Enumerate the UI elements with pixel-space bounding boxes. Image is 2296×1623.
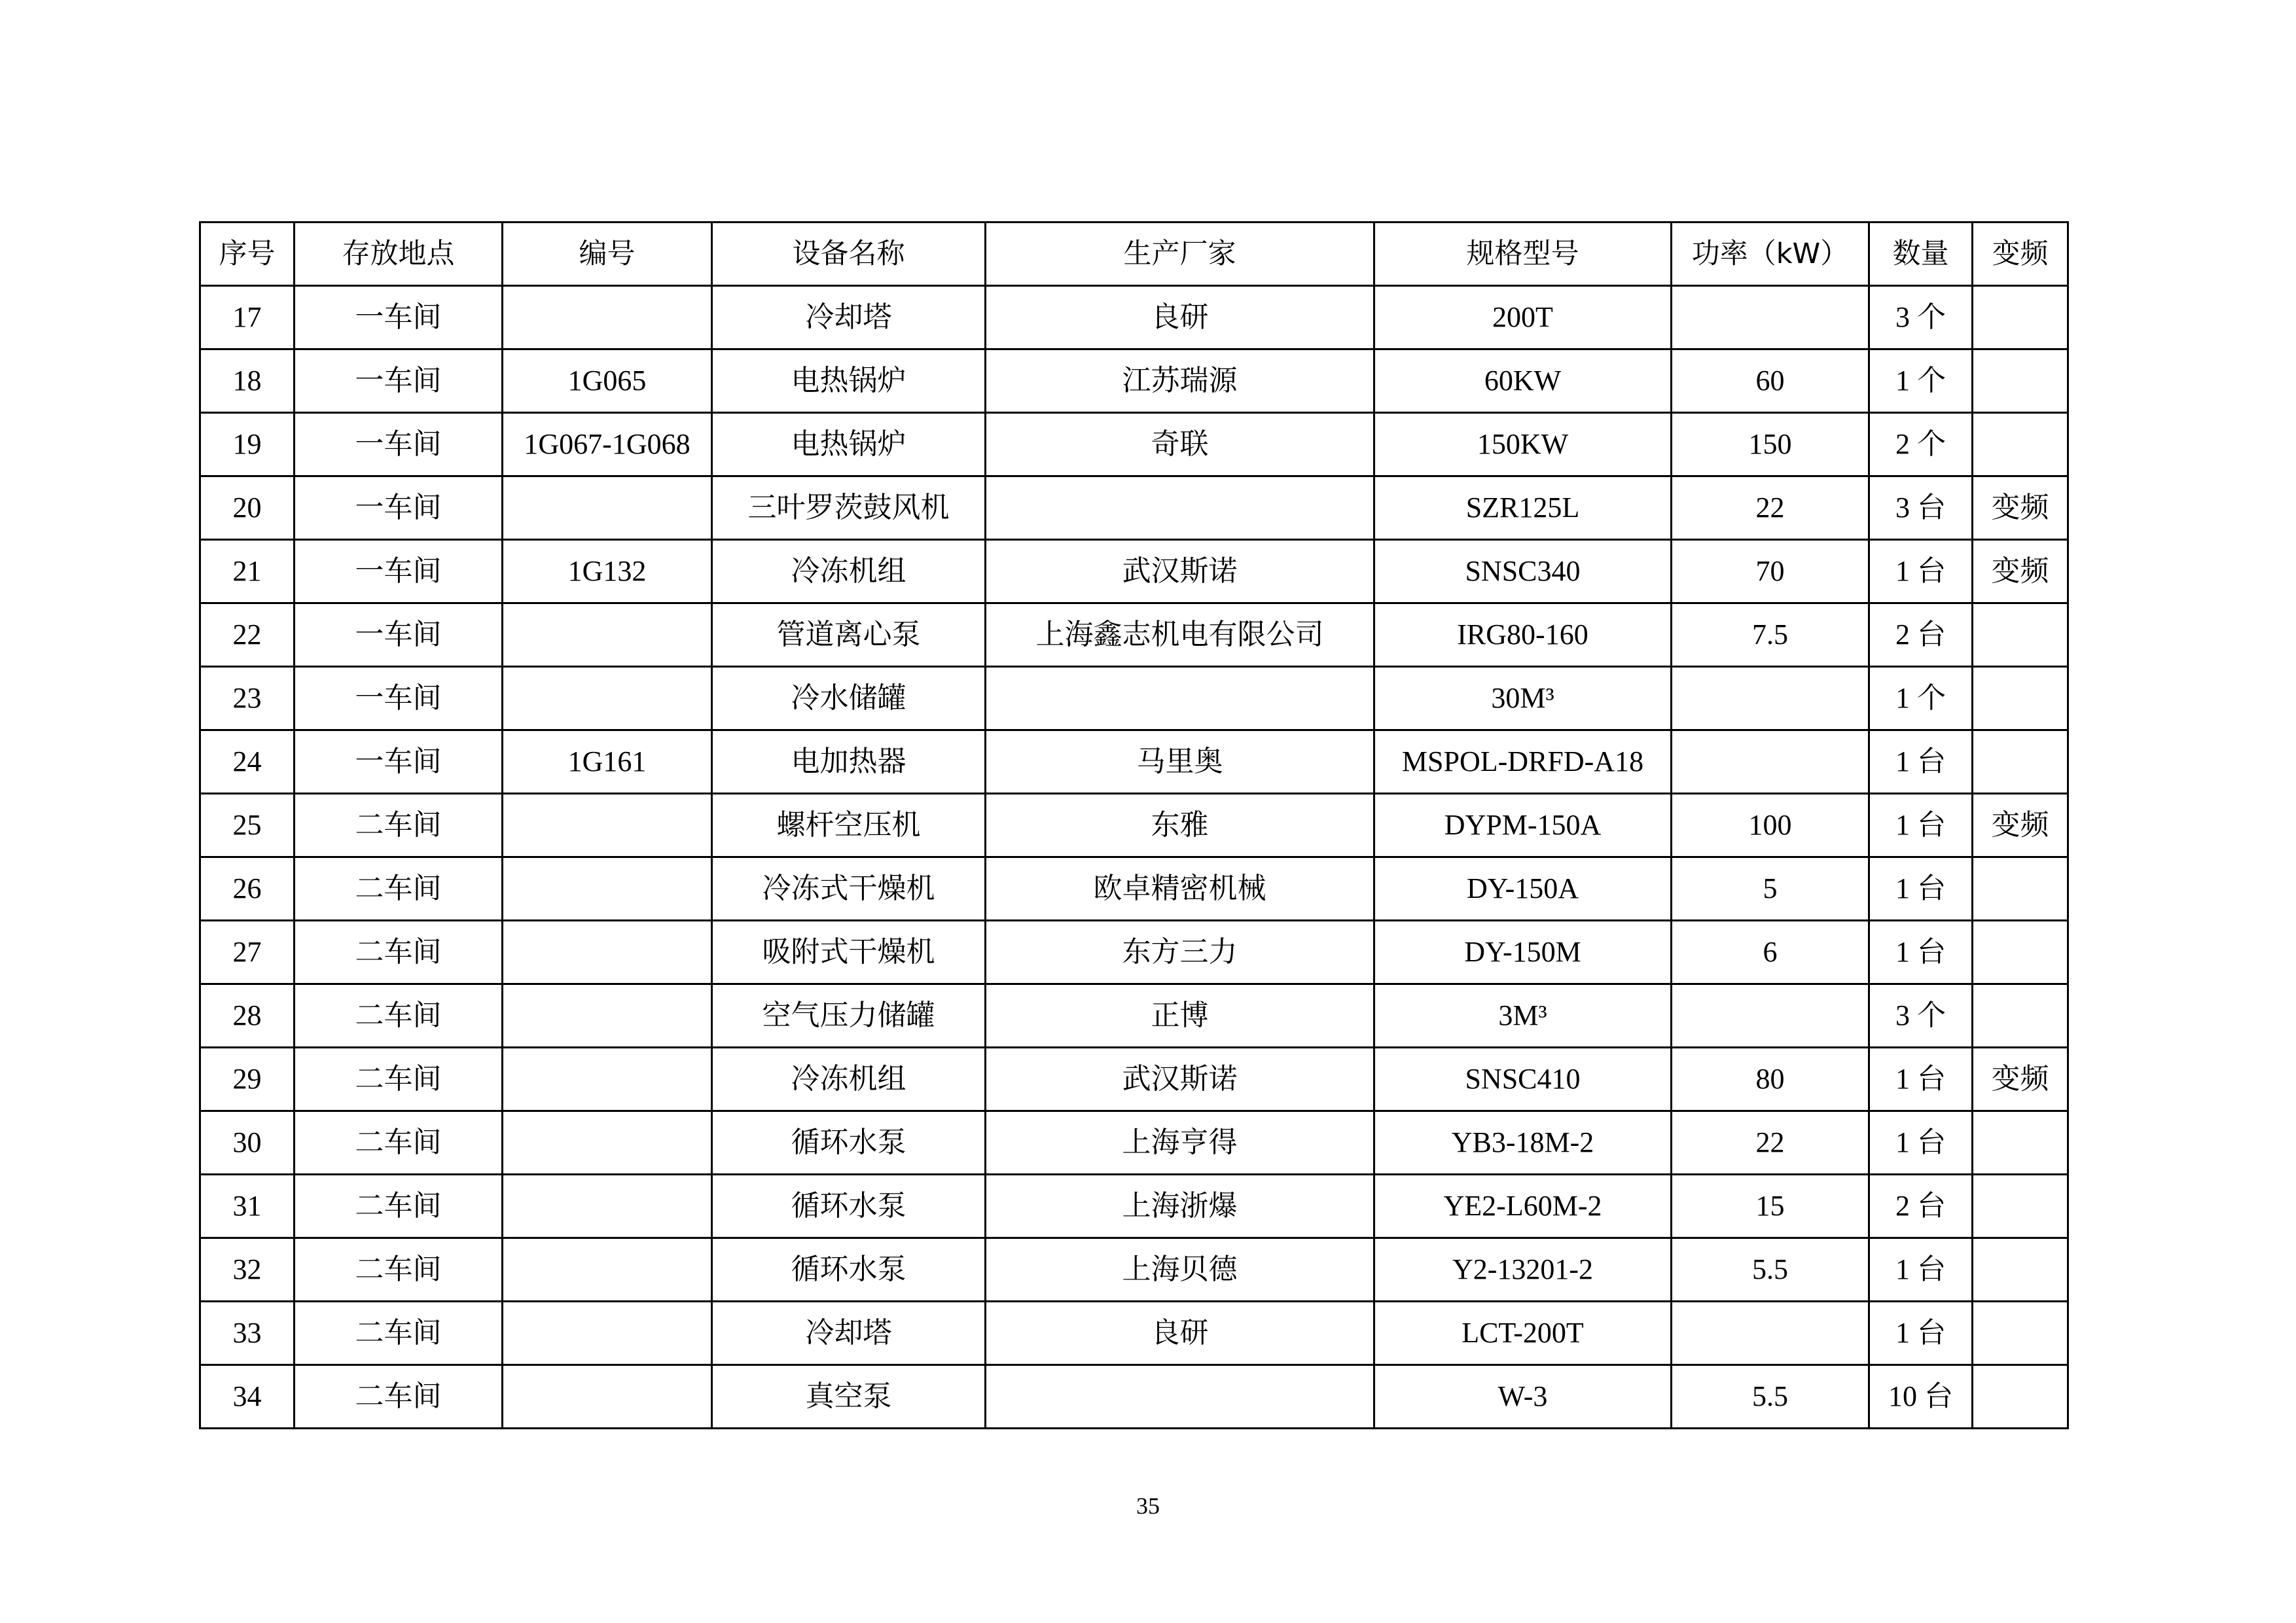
cell-location: 一车间 bbox=[295, 286, 503, 349]
cell-no: 31 bbox=[200, 1175, 295, 1238]
table-row bbox=[200, 286, 2068, 349]
cell-location: 一车间 bbox=[295, 540, 503, 603]
cell-vfd bbox=[1973, 603, 2068, 667]
cell-spec: IRG80-160 bbox=[1374, 603, 1672, 667]
cell-spec: 200T bbox=[1374, 286, 1672, 349]
cell-code: 1G067-1G068 bbox=[503, 413, 712, 476]
cell-vfd: 变频 bbox=[1973, 1048, 2068, 1111]
cell-equipment-name: 冷冻机组 bbox=[712, 1048, 986, 1111]
cell-quantity: 1 台 bbox=[1869, 1238, 1973, 1302]
cell-vfd bbox=[1973, 349, 2068, 413]
cell-quantity: 3 个 bbox=[1869, 984, 1973, 1048]
cell-power: 60 bbox=[1672, 349, 1869, 413]
cell-equipment-name: 管道离心泵 bbox=[712, 603, 986, 667]
cell-quantity: 2 台 bbox=[1869, 1175, 1973, 1238]
cell-manufacturer: 马里奥 bbox=[986, 730, 1374, 794]
cell-power: 5.5 bbox=[1672, 1238, 1869, 1302]
cell-spec: 3M³ bbox=[1374, 984, 1672, 1048]
cell-manufacturer: 上海贝德 bbox=[986, 1238, 1374, 1302]
cell-spec: YE2-L60M-2 bbox=[1374, 1175, 1672, 1238]
cell-quantity: 1 个 bbox=[1869, 349, 1973, 413]
cell-power: 22 bbox=[1672, 1111, 1869, 1175]
cell-no: 17 bbox=[200, 286, 295, 349]
cell-equipment-name: 三叶罗茨鼓风机 bbox=[712, 476, 986, 540]
cell-equipment-name: 吸附式干燥机 bbox=[712, 921, 986, 984]
cell-equipment-name: 螺杆空压机 bbox=[712, 794, 986, 857]
cell-quantity: 1 台 bbox=[1869, 1302, 1973, 1365]
page-number: 35 bbox=[1136, 1493, 1160, 1519]
cell-no: 34 bbox=[200, 1365, 295, 1429]
cell-code bbox=[503, 1302, 712, 1365]
cell-vfd: 变频 bbox=[1973, 794, 2068, 857]
cell-vfd bbox=[1973, 667, 2068, 730]
cell-power: 7.5 bbox=[1672, 603, 1869, 667]
cell-spec: YB3-18M-2 bbox=[1374, 1111, 1672, 1175]
cell-manufacturer: 武汉斯诺 bbox=[986, 1048, 1374, 1111]
cell-manufacturer: 良研 bbox=[986, 1302, 1374, 1365]
cell-manufacturer: 奇联 bbox=[986, 413, 1374, 476]
cell-spec: 30M³ bbox=[1374, 667, 1672, 730]
cell-vfd bbox=[1973, 1302, 2068, 1365]
cell-quantity: 2 个 bbox=[1869, 413, 1973, 476]
cell-code bbox=[503, 921, 712, 984]
cell-manufacturer: 良研 bbox=[986, 286, 1374, 349]
cell-code bbox=[503, 603, 712, 667]
equipment-table bbox=[199, 221, 2069, 1429]
cell-location: 二车间 bbox=[295, 1048, 503, 1111]
table-row bbox=[200, 921, 2068, 984]
table-row bbox=[200, 730, 2068, 794]
cell-manufacturer: 东方三力 bbox=[986, 921, 1374, 984]
cell-vfd: 变频 bbox=[1973, 476, 2068, 540]
header-code: 编号 bbox=[503, 223, 712, 286]
cell-manufacturer: 上海亨得 bbox=[986, 1111, 1374, 1175]
cell-vfd bbox=[1973, 921, 2068, 984]
cell-code bbox=[503, 1111, 712, 1175]
table-row bbox=[200, 794, 2068, 857]
cell-spec: Y2-13201-2 bbox=[1374, 1238, 1672, 1302]
cell-equipment-name: 冷水储罐 bbox=[712, 667, 986, 730]
cell-power bbox=[1672, 984, 1869, 1048]
cell-no: 22 bbox=[200, 603, 295, 667]
cell-location: 二车间 bbox=[295, 921, 503, 984]
cell-manufacturer: 武汉斯诺 bbox=[986, 540, 1374, 603]
cell-spec: SNSC410 bbox=[1374, 1048, 1672, 1111]
cell-spec: LCT-200T bbox=[1374, 1302, 1672, 1365]
cell-power bbox=[1672, 667, 1869, 730]
cell-manufacturer bbox=[986, 476, 1374, 540]
cell-code: 1G065 bbox=[503, 349, 712, 413]
header-spec: 规格型号 bbox=[1374, 223, 1672, 286]
cell-equipment-name: 冷却塔 bbox=[712, 1302, 986, 1365]
cell-location: 二车间 bbox=[295, 1175, 503, 1238]
cell-no: 21 bbox=[200, 540, 295, 603]
cell-code bbox=[503, 794, 712, 857]
table-row bbox=[200, 476, 2068, 540]
cell-power bbox=[1672, 1302, 1869, 1365]
cell-spec: DY-150M bbox=[1374, 921, 1672, 984]
cell-quantity: 1 台 bbox=[1869, 857, 1973, 921]
cell-power: 70 bbox=[1672, 540, 1869, 603]
cell-code: 1G132 bbox=[503, 540, 712, 603]
cell-equipment-name: 电热锅炉 bbox=[712, 413, 986, 476]
cell-equipment-name: 空气压力储罐 bbox=[712, 984, 986, 1048]
cell-location: 二车间 bbox=[295, 794, 503, 857]
cell-manufacturer: 正博 bbox=[986, 984, 1374, 1048]
cell-manufacturer: 东雅 bbox=[986, 794, 1374, 857]
table-row bbox=[200, 857, 2068, 921]
cell-spec: SNSC340 bbox=[1374, 540, 1672, 603]
cell-power: 80 bbox=[1672, 1048, 1869, 1111]
table-row bbox=[200, 984, 2068, 1048]
cell-power bbox=[1672, 286, 1869, 349]
cell-equipment-name: 冷冻机组 bbox=[712, 540, 986, 603]
cell-location: 一车间 bbox=[295, 667, 503, 730]
cell-vfd bbox=[1973, 857, 2068, 921]
cell-power: 150 bbox=[1672, 413, 1869, 476]
cell-vfd bbox=[1973, 1238, 2068, 1302]
cell-location: 一车间 bbox=[295, 413, 503, 476]
cell-equipment-name: 循环水泵 bbox=[712, 1175, 986, 1238]
table-row bbox=[200, 1175, 2068, 1238]
cell-code bbox=[503, 857, 712, 921]
cell-power: 5.5 bbox=[1672, 1365, 1869, 1429]
table-row bbox=[200, 1111, 2068, 1175]
cell-quantity: 1 台 bbox=[1869, 730, 1973, 794]
cell-code bbox=[503, 984, 712, 1048]
cell-no: 27 bbox=[200, 921, 295, 984]
cell-code bbox=[503, 476, 712, 540]
cell-power: 100 bbox=[1672, 794, 1869, 857]
cell-spec: 150KW bbox=[1374, 413, 1672, 476]
table-row bbox=[200, 413, 2068, 476]
cell-location: 二车间 bbox=[295, 1302, 503, 1365]
cell-no: 29 bbox=[200, 1048, 295, 1111]
header-power: 功率（kW） bbox=[1672, 223, 1869, 286]
header-name: 设备名称 bbox=[712, 223, 986, 286]
cell-vfd bbox=[1973, 413, 2068, 476]
cell-spec: DY-150A bbox=[1374, 857, 1672, 921]
cell-quantity: 1 台 bbox=[1869, 1111, 1973, 1175]
table-body bbox=[200, 286, 2068, 1429]
cell-code: 1G161 bbox=[503, 730, 712, 794]
table-row bbox=[200, 1365, 2068, 1429]
cell-location: 二车间 bbox=[295, 1111, 503, 1175]
cell-no: 25 bbox=[200, 794, 295, 857]
table-row bbox=[200, 1302, 2068, 1365]
cell-no: 32 bbox=[200, 1238, 295, 1302]
table-row bbox=[200, 603, 2068, 667]
cell-no: 26 bbox=[200, 857, 295, 921]
cell-equipment-name: 循环水泵 bbox=[712, 1238, 986, 1302]
cell-power bbox=[1672, 730, 1869, 794]
table-row bbox=[200, 349, 2068, 413]
cell-location: 一车间 bbox=[295, 349, 503, 413]
cell-no: 33 bbox=[200, 1302, 295, 1365]
cell-spec: SZR125L bbox=[1374, 476, 1672, 540]
cell-code bbox=[503, 1238, 712, 1302]
cell-location: 二车间 bbox=[295, 1238, 503, 1302]
cell-quantity: 1 台 bbox=[1869, 794, 1973, 857]
cell-location: 一车间 bbox=[295, 730, 503, 794]
table-header-row bbox=[200, 223, 2068, 286]
cell-vfd: 变频 bbox=[1973, 540, 2068, 603]
header-no: 序号 bbox=[200, 223, 295, 286]
table-row bbox=[200, 1048, 2068, 1111]
cell-equipment-name: 冷却塔 bbox=[712, 286, 986, 349]
cell-power: 6 bbox=[1672, 921, 1869, 984]
cell-manufacturer: 江苏瑞源 bbox=[986, 349, 1374, 413]
cell-location: 一车间 bbox=[295, 476, 503, 540]
cell-power: 22 bbox=[1672, 476, 1869, 540]
cell-quantity: 2 台 bbox=[1869, 603, 1973, 667]
cell-equipment-name: 冷冻式干燥机 bbox=[712, 857, 986, 921]
cell-no: 30 bbox=[200, 1111, 295, 1175]
cell-code bbox=[503, 1365, 712, 1429]
cell-quantity: 1 台 bbox=[1869, 921, 1973, 984]
cell-location: 二车间 bbox=[295, 857, 503, 921]
header-location: 存放地点 bbox=[295, 223, 503, 286]
cell-spec: DYPM-150A bbox=[1374, 794, 1672, 857]
cell-equipment-name: 电加热器 bbox=[712, 730, 986, 794]
cell-vfd bbox=[1973, 1365, 2068, 1429]
cell-equipment-name: 真空泵 bbox=[712, 1365, 986, 1429]
cell-location: 二车间 bbox=[295, 984, 503, 1048]
cell-spec: 60KW bbox=[1374, 349, 1672, 413]
cell-power: 15 bbox=[1672, 1175, 1869, 1238]
cell-quantity: 1 台 bbox=[1869, 540, 1973, 603]
cell-location: 一车间 bbox=[295, 603, 503, 667]
cell-quantity: 1 台 bbox=[1869, 1048, 1973, 1111]
cell-manufacturer: 上海鑫志机电有限公司 bbox=[986, 603, 1374, 667]
header-manufacturer: 生产厂家 bbox=[986, 223, 1374, 286]
cell-spec: W-3 bbox=[1374, 1365, 1672, 1429]
cell-code bbox=[503, 667, 712, 730]
cell-vfd bbox=[1973, 730, 2068, 794]
cell-manufacturer bbox=[986, 1365, 1374, 1429]
cell-quantity: 10 台 bbox=[1869, 1365, 1973, 1429]
table-row bbox=[200, 667, 2068, 730]
cell-code bbox=[503, 286, 712, 349]
cell-no: 18 bbox=[200, 349, 295, 413]
cell-equipment-name: 电热锅炉 bbox=[712, 349, 986, 413]
cell-no: 28 bbox=[200, 984, 295, 1048]
cell-equipment-name: 循环水泵 bbox=[712, 1111, 986, 1175]
cell-code bbox=[503, 1048, 712, 1111]
cell-quantity: 3 台 bbox=[1869, 476, 1973, 540]
cell-spec: MSPOL-DRFD-A18 bbox=[1374, 730, 1672, 794]
cell-vfd bbox=[1973, 286, 2068, 349]
cell-vfd bbox=[1973, 984, 2068, 1048]
cell-quantity: 1 个 bbox=[1869, 667, 1973, 730]
cell-no: 23 bbox=[200, 667, 295, 730]
cell-no: 20 bbox=[200, 476, 295, 540]
table-row bbox=[200, 1238, 2068, 1302]
header-quantity: 数量 bbox=[1869, 223, 1973, 286]
cell-manufacturer bbox=[986, 667, 1374, 730]
table-row bbox=[200, 540, 2068, 603]
cell-no: 19 bbox=[200, 413, 295, 476]
cell-quantity: 3 个 bbox=[1869, 286, 1973, 349]
header-vfd: 变频 bbox=[1973, 223, 2068, 286]
cell-power: 5 bbox=[1672, 857, 1869, 921]
cell-vfd bbox=[1973, 1175, 2068, 1238]
cell-manufacturer: 上海浙爆 bbox=[986, 1175, 1374, 1238]
cell-manufacturer: 欧卓精密机械 bbox=[986, 857, 1374, 921]
cell-vfd bbox=[1973, 1111, 2068, 1175]
cell-no: 24 bbox=[200, 730, 295, 794]
cell-code bbox=[503, 1175, 712, 1238]
cell-location: 二车间 bbox=[295, 1365, 503, 1429]
